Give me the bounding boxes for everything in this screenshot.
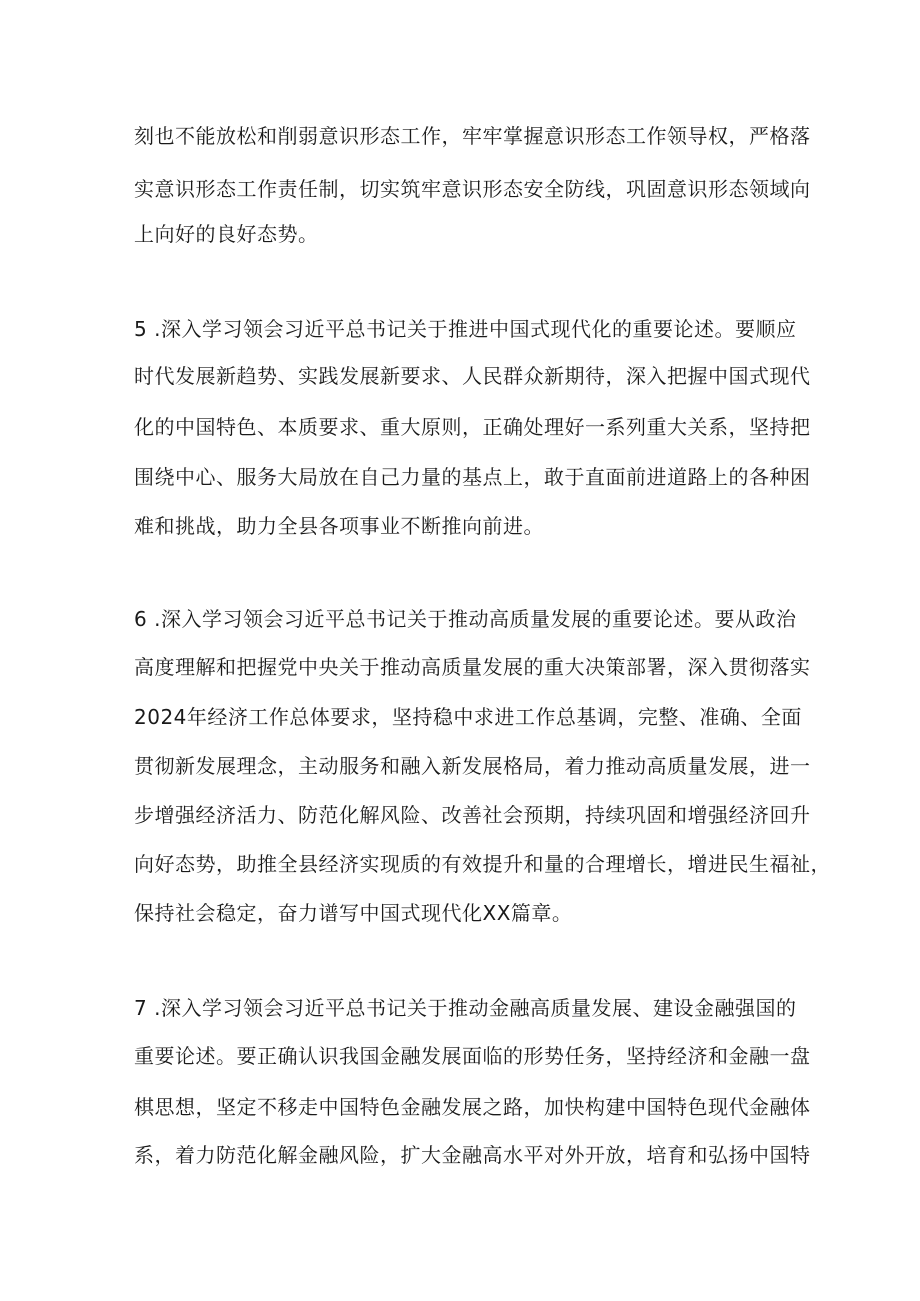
paragraph-7-line-3: 棋思想，坚定不移走中国特色金融发展之路，加快构建中国特色现代金融体 [134, 1095, 811, 1119]
paragraph-6-line-6: 向好态势，助推全县经济实现质的有效提升和量的合理增长，增进民生福祉， [134, 852, 831, 876]
paragraph-6-line-7: 保持社会稳定，奋力谱写中国式现代化XX篇章。 [134, 901, 573, 925]
paragraph-5-line-4: 围绕中心、服务大局放在自己力量的基点上，敢于直面前进道路上的各种困 [134, 465, 811, 489]
paragraph-5-line-1: 5 .深入学习领会习近平总书记关于推进中国式现代化的重要论述。要顺应 [134, 317, 797, 341]
paragraph-5-line-3: 化的中国特色、本质要求、重大原则，正确处理好一系列重大关系，坚持把 [134, 415, 811, 439]
paragraph-6-line-2: 高度理解和把握党中央关于推动高质量发展的重大决策部署，深入贯彻落实 [134, 655, 811, 679]
paragraph-6-line-1: 6 .深入学习领会习近平总书记关于推动高质量发展的重要论述。要从政治 [134, 607, 797, 631]
paragraph-7-line-4: 系，着力防范化解金融风险，扩大金融高水平对外开放，培育和弘扬中国特 [134, 1143, 811, 1167]
paragraph-6-line-4: 贯彻新发展理念，主动服务和融入新发展格局，着力推动高质量发展，进一 [134, 754, 811, 778]
paragraph-1-line-1: 刻也不能放松和削弱意识形态工作，牢牢掌握意识形态工作领导权，严格落 [134, 124, 811, 148]
paragraph-1-line-3: 上向好的良好态势。 [134, 222, 319, 246]
paragraph-6-line-5: 步增强经济活力、防范化解风险、改善社会预期，持续巩固和增强经济回升 [134, 803, 811, 827]
paragraph-7-line-2: 重要论述。要正确认识我国金融发展面临的形势任务，坚持经济和金融一盘 [134, 1044, 811, 1068]
paragraph-5-line-2: 时代发展新趋势、实践发展新要求、人民群众新期待，深入把握中国式现代 [134, 364, 811, 388]
paragraph-6-line-3: 2024年经济工作总体要求，坚持稳中求进工作总基调，完整、准确、全面 [134, 705, 802, 729]
paragraph-1-line-2: 实意识形态工作责任制，切实筑牢意识形态安全防线，巩固意识形态领域向 [134, 177, 811, 201]
paragraph-7-line-1: 7 .深入学习领会习近平总书记关于推动金融高质量发展、建设金融强国的 [134, 996, 797, 1020]
paragraph-5-line-5: 难和挑战，助力全县各项事业不断推向前进。 [134, 514, 544, 538]
